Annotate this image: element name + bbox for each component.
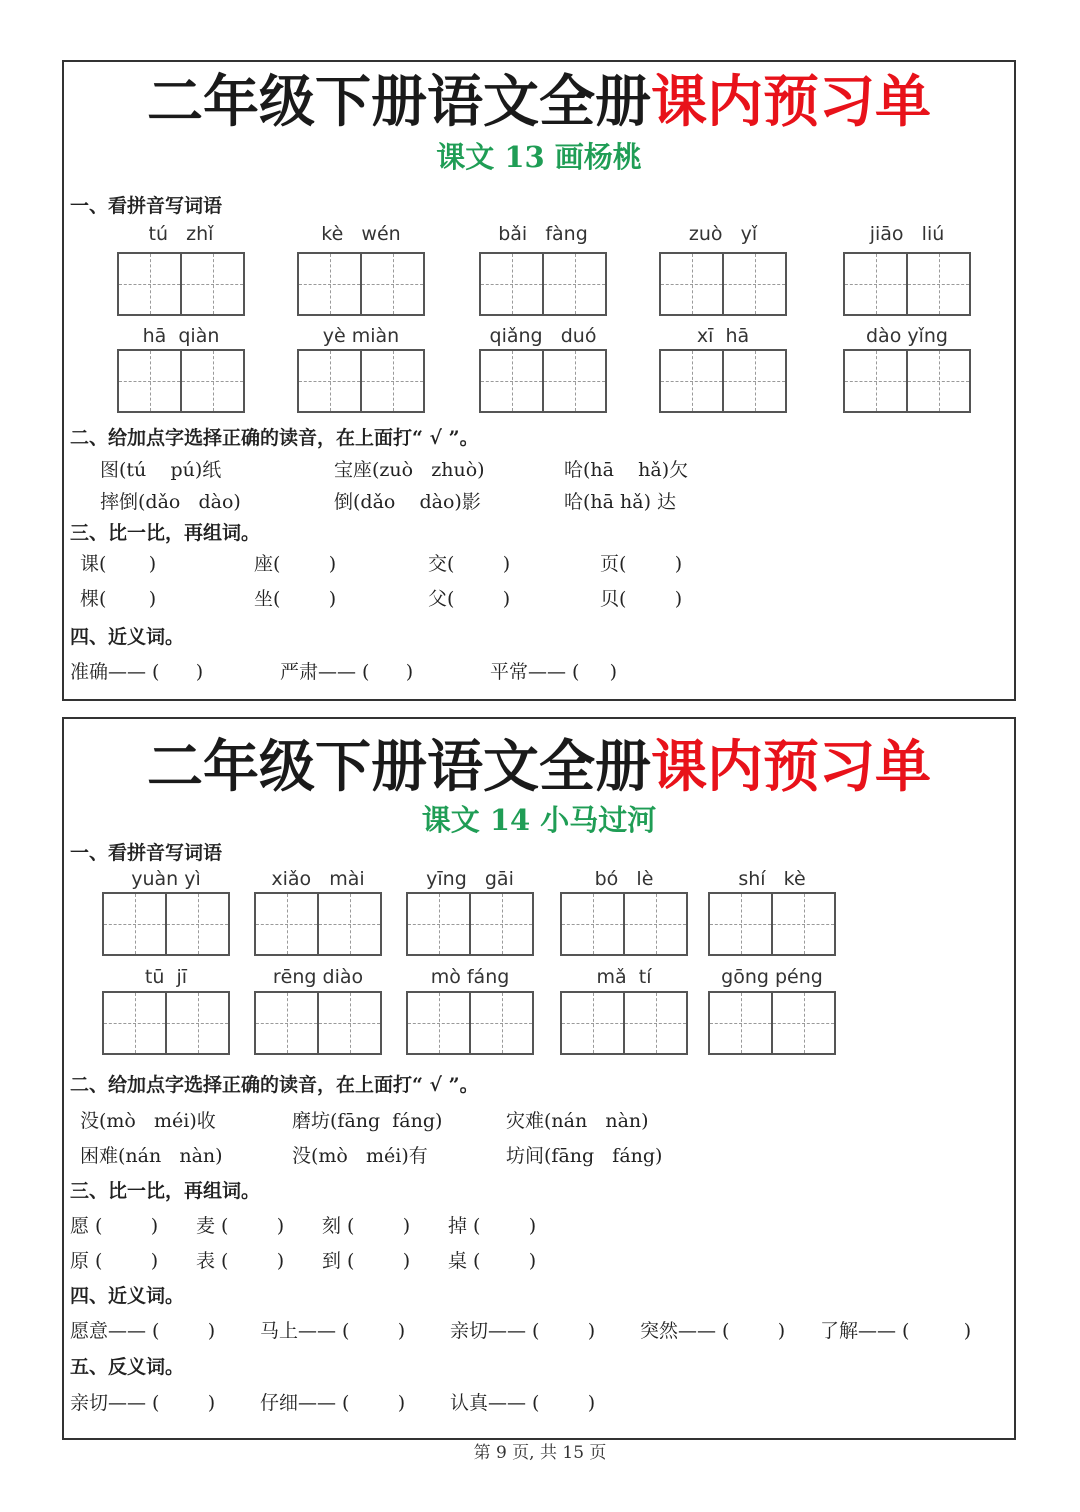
pinyin-label: shí kè (738, 868, 806, 890)
pinyin-label: dào yǐng (866, 325, 948, 347)
pinyin-label: tú zhǐ (148, 223, 214, 245)
lesson-14-worksheet (62, 717, 1016, 1440)
section-synonyms-heading: 四、近义词。 (70, 1285, 185, 1307)
pinyin-label: mò fáng (430, 966, 510, 988)
lesson-13-worksheet (62, 60, 1016, 701)
reading-choice[interactable]: 倒(dǎo dào)影 (334, 491, 481, 513)
compare-item[interactable]: 到 ( ) (322, 1250, 411, 1272)
compare-item[interactable]: 刻 ( ) (322, 1215, 411, 1237)
writing-grid[interactable] (102, 892, 230, 956)
synonym-item[interactable]: 了解—— ( ) (820, 1320, 972, 1342)
synonym-item[interactable]: 突然—— ( ) (640, 1320, 786, 1342)
section-reading-heading: 二、给加点字选择正确的读音，在上面打“ √ ”。 (70, 427, 479, 449)
writing-grid[interactable] (560, 991, 688, 1055)
lesson-subtitle: 课文 14 小马过河 (421, 803, 657, 837)
synonym-item[interactable]: 马上—— ( ) (260, 1320, 406, 1342)
worksheet-title: 二年级下册语文全册课内预习单 (147, 734, 931, 800)
synonym-item[interactable]: 平常—— ( ) (490, 661, 618, 683)
section-compare-heading: 三、比一比，再组词。 (70, 522, 261, 544)
compare-item[interactable]: 麦 ( ) (196, 1215, 285, 1237)
writing-grid[interactable] (659, 252, 787, 316)
writing-grid[interactable] (254, 892, 382, 956)
section-compare-heading: 三、比一比，再组词。 (70, 1180, 261, 1202)
pinyin-label: bǎi fàng (498, 223, 588, 245)
section-antonyms-heading: 五、反义词。 (70, 1356, 185, 1378)
compare-item[interactable]: 父( ) (428, 588, 511, 610)
page-number-footer: 第 9 页, 共 15 页 (473, 1443, 607, 1463)
section-synonyms-heading: 四、近义词。 (70, 626, 185, 648)
reading-choice[interactable]: 哈(hā hǎ) 达 (564, 491, 677, 513)
compare-item[interactable]: 愿 ( ) (70, 1215, 159, 1237)
compare-item[interactable]: 原 ( ) (70, 1250, 159, 1272)
synonym-item[interactable]: 准确—— ( ) (70, 661, 204, 683)
pinyin-label: zuò yǐ (688, 223, 758, 245)
pinyin-label: qiǎng duó (489, 325, 597, 347)
pinyin-label: xiǎo mài (271, 868, 365, 890)
reading-choice[interactable]: 磨坊(fāng fáng) (292, 1110, 443, 1132)
antonym-item[interactable]: 认真—— ( ) (450, 1392, 596, 1414)
writing-grid[interactable] (117, 349, 245, 413)
writing-grid[interactable] (708, 892, 836, 956)
compare-item[interactable]: 贝( ) (600, 588, 683, 610)
writing-grid[interactable] (659, 349, 787, 413)
reading-choice[interactable]: 哈(hā hǎ)欠 (564, 459, 689, 481)
writing-grid[interactable] (102, 991, 230, 1055)
reading-choice[interactable]: 坊间(fāng fáng) (506, 1145, 663, 1167)
compare-item[interactable]: 掉 ( ) (448, 1215, 537, 1237)
reading-choice[interactable]: 灾难(nán nàn) (506, 1110, 649, 1132)
writing-grid[interactable] (406, 991, 534, 1055)
writing-grid[interactable] (560, 892, 688, 956)
compare-item[interactable]: 桌 ( ) (448, 1250, 537, 1272)
antonym-item[interactable]: 亲切—— ( ) (70, 1392, 216, 1414)
writing-grid[interactable] (406, 892, 534, 956)
compare-item[interactable]: 坐( ) (254, 588, 337, 610)
writing-grid[interactable] (843, 349, 971, 413)
writing-grid[interactable] (479, 349, 607, 413)
antonym-item[interactable]: 仔细—— ( ) (260, 1392, 406, 1414)
compare-item[interactable]: 棵( ) (80, 588, 157, 610)
pinyin-label: bó lè (594, 868, 654, 890)
writing-grid[interactable] (297, 252, 425, 316)
lesson-subtitle: 课文 13 画杨桃 (436, 140, 642, 174)
pinyin-label: xī hā (696, 325, 750, 347)
writing-grid[interactable] (254, 991, 382, 1055)
synonym-item[interactable]: 亲切—— ( ) (450, 1320, 596, 1342)
pinyin-label: kè wén (321, 223, 401, 245)
pinyin-label: hā qiàn (142, 325, 220, 347)
compare-item[interactable]: 表 ( ) (196, 1250, 285, 1272)
pinyin-label: gōng péng (721, 966, 823, 988)
writing-grid[interactable] (479, 252, 607, 316)
reading-choice[interactable]: 摔倒(dǎo dào) (100, 491, 241, 513)
section-pinyin-words-heading: 一、看拼音写词语 (70, 195, 223, 217)
reading-choice[interactable]: 宝座(zuò zhuò) (334, 459, 485, 481)
pinyin-label: yè miàn (322, 325, 400, 347)
reading-choice[interactable]: 困难(nán nàn) (80, 1145, 223, 1167)
writing-grid[interactable] (708, 991, 836, 1055)
pinyin-label: rēng diào (272, 966, 364, 988)
writing-grid[interactable] (117, 252, 245, 316)
synonym-item[interactable]: 严肃—— ( ) (280, 661, 414, 683)
compare-item[interactable]: 座( ) (254, 553, 337, 575)
compare-item[interactable]: 页( ) (600, 553, 683, 575)
pinyin-label: yīng gāi (426, 868, 514, 890)
compare-item[interactable]: 课( ) (80, 553, 157, 575)
pinyin-label: yuàn yì (131, 868, 201, 890)
writing-grid[interactable] (843, 252, 971, 316)
reading-choice[interactable]: 没(mò méi)有 (292, 1145, 428, 1167)
section-reading-heading: 二、给加点字选择正确的读音，在上面打“ √ ”。 (70, 1074, 479, 1096)
synonym-item[interactable]: 愿意—— ( ) (70, 1320, 216, 1342)
writing-grid[interactable] (297, 349, 425, 413)
pinyin-label: mǎ tí (596, 966, 652, 988)
pinyin-label: jiāo liú (869, 223, 945, 245)
reading-choice[interactable]: 图(tú pú)纸 (100, 459, 222, 481)
pinyin-label: tū jī (144, 966, 188, 988)
section-pinyin-words-heading: 一、看拼音写词语 (70, 842, 223, 864)
worksheet-title: 二年级下册语文全册课内预习单 (147, 69, 931, 135)
compare-item[interactable]: 交( ) (428, 553, 511, 575)
reading-choice[interactable]: 没(mò méi)收 (80, 1110, 216, 1132)
